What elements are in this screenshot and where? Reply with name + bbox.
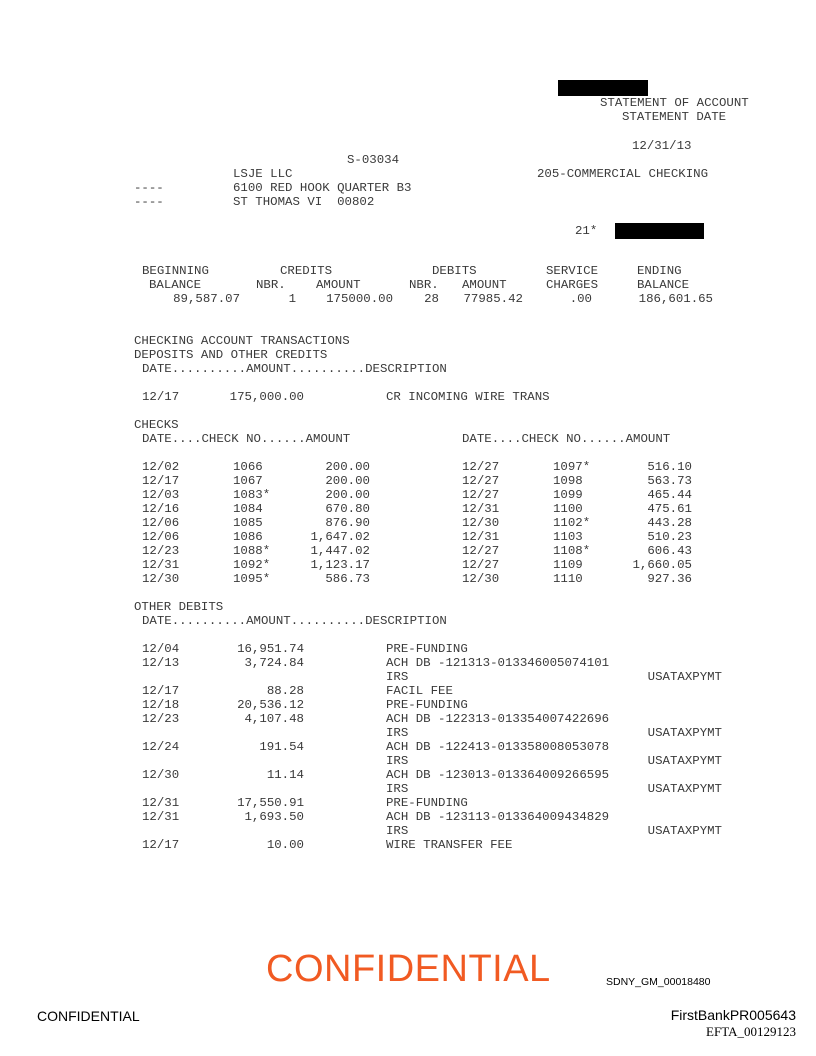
debit-amount: 191.54 — [259, 740, 304, 754]
debit-amount: 17,550.91 — [237, 796, 304, 810]
summary-debits-nbr: 28 — [424, 292, 439, 306]
check-amount: 1,447.02 — [310, 544, 370, 558]
debit-description: ACH DB -121313-013346005074101 — [386, 656, 610, 670]
debit-date: 12/30 — [142, 768, 180, 782]
summary-sub-debits-amount: AMOUNT — [462, 278, 507, 292]
check-amount: 1,660.05 — [632, 558, 692, 572]
check-number: 1088* — [233, 544, 271, 558]
bates-bank: FirstBankPR005643 — [670, 1007, 796, 1023]
account-number-suffix: 21* — [575, 224, 598, 238]
check-amount: 465.44 — [647, 488, 692, 502]
summary-beginning-balance: 89,587.07 — [173, 292, 240, 306]
debit-amount: 4,107.48 — [244, 712, 304, 726]
checks-header-right: DATE....CHECK NO......AMOUNT — [462, 432, 671, 446]
debit-payee: IRS — [386, 726, 409, 740]
check-amount: 200.00 — [325, 474, 370, 488]
debit-payee: IRS — [386, 782, 409, 796]
check-date: 12/17 — [142, 474, 180, 488]
check-date: 12/27 — [462, 558, 500, 572]
check-number: 1103 — [553, 530, 583, 544]
debit-description: FACIL FEE — [386, 684, 453, 698]
check-amount: 475.61 — [647, 502, 692, 516]
confidential-stamp: CONFIDENTIAL — [266, 948, 551, 990]
summary-head-debits: DEBITS — [432, 264, 477, 278]
check-date: 12/16 — [142, 502, 180, 516]
check-number: 1095* — [233, 572, 271, 586]
check-amount: 516.10 — [647, 460, 692, 474]
check-date: 12/27 — [462, 474, 500, 488]
check-amount: 563.73 — [647, 474, 692, 488]
summary-head-credits: CREDITS — [280, 264, 333, 278]
check-number: 1083* — [233, 488, 271, 502]
check-amount: 586.73 — [325, 572, 370, 586]
check-date: 12/27 — [462, 460, 500, 474]
check-number: 1066 — [233, 460, 263, 474]
summary-debits-amount: 77985.42 — [463, 292, 523, 306]
debit-description: WIRE TRANSFER FEE — [386, 838, 513, 852]
debit-note: USATAXPYMT — [647, 670, 722, 684]
checks-header-left: DATE....CHECK NO......AMOUNT — [142, 432, 351, 446]
check-number: 1067 — [233, 474, 263, 488]
debit-description: PRE-FUNDING — [386, 642, 468, 656]
summary-service-charges: .00 — [569, 292, 592, 306]
check-number: 1092* — [233, 558, 271, 572]
check-date: 12/30 — [462, 516, 500, 530]
debit-description: ACH DB -122313-013354007422696 — [386, 712, 610, 726]
deposits-header: DATE..........AMOUNT..........DESCRIPTION — [142, 362, 447, 376]
customer-address-line1: 6100 RED HOOK QUARTER B3 — [233, 181, 412, 195]
summary-sub-debits-nbr: NBR. — [409, 278, 439, 292]
debit-date: 12/13 — [142, 656, 180, 670]
debit-amount: 1,693.50 — [244, 810, 304, 824]
confidential-footer: CONFIDENTIAL — [37, 1008, 140, 1024]
debit-date: 12/31 — [142, 810, 180, 824]
other-debits-header: DATE..........AMOUNT..........DESCRIPTION — [142, 614, 447, 628]
check-amount: 1,123.17 — [310, 558, 370, 572]
check-amount: 670.80 — [325, 502, 370, 516]
debit-date: 12/17 — [142, 838, 180, 852]
debit-date: 12/18 — [142, 698, 180, 712]
debit-date: 12/17 — [142, 684, 180, 698]
summary-sub-charges: CHARGES — [546, 278, 599, 292]
summary-credits-amount: 175000.00 — [326, 292, 393, 306]
check-date: 12/30 — [462, 572, 500, 586]
check-amount: 927.36 — [647, 572, 692, 586]
summary-head-ending: ENDING — [637, 264, 682, 278]
debit-note: USATAXPYMT — [647, 782, 722, 796]
debit-payee: IRS — [386, 824, 409, 838]
check-date: 12/06 — [142, 516, 180, 530]
deposit-date: 12/17 — [142, 390, 180, 404]
check-date: 12/31 — [142, 558, 180, 572]
debit-date: 12/23 — [142, 712, 180, 726]
statement-date-label: STATEMENT DATE — [622, 110, 727, 124]
customer-address-line2: ST THOMAS VI 00802 — [233, 195, 375, 209]
debit-amount: 11.14 — [266, 768, 304, 782]
check-number: 1108* — [553, 544, 591, 558]
check-amount: 876.90 — [325, 516, 370, 530]
dash-marker-1: ---- — [134, 181, 164, 195]
check-date: 12/31 — [462, 502, 500, 516]
customer-name: LSJE LLC — [233, 167, 293, 181]
debit-note: USATAXPYMT — [647, 726, 722, 740]
redaction-bar-top — [558, 80, 648, 96]
check-number: 1086 — [233, 530, 263, 544]
dash-marker-2: ---- — [134, 195, 164, 209]
check-number: 1098 — [553, 474, 583, 488]
redaction-bar-account — [615, 223, 704, 239]
other-debits-title: OTHER DEBITS — [134, 600, 224, 614]
debit-description: ACH DB -122413-013358008053078 — [386, 740, 610, 754]
summary-sub-balance: BALANCE — [149, 278, 202, 292]
debit-description: PRE-FUNDING — [386, 796, 468, 810]
check-date: 12/23 — [142, 544, 180, 558]
debit-date: 12/24 — [142, 740, 180, 754]
summary-head-beginning: BEGINNING — [142, 264, 209, 278]
bates-efta: EFTA_00129123 — [706, 1024, 796, 1039]
deposit-amount: 175,000.00 — [229, 390, 304, 404]
check-number: 1100 — [553, 502, 583, 516]
bates-sdny: SDNY_GM_00018480 — [606, 976, 711, 988]
checks-title: CHECKS — [134, 418, 179, 432]
check-date: 12/06 — [142, 530, 180, 544]
debit-note: USATAXPYMT — [647, 824, 722, 838]
debit-amount: 16,951.74 — [237, 642, 304, 656]
summary-ending-balance: 186,601.65 — [638, 292, 713, 306]
check-amount: 443.28 — [647, 516, 692, 530]
debit-payee: IRS — [386, 670, 409, 684]
transactions-title: CHECKING ACCOUNT TRANSACTIONS — [134, 334, 350, 348]
check-date: 12/27 — [462, 544, 500, 558]
debit-description: PRE-FUNDING — [386, 698, 468, 712]
debit-amount: 88.28 — [266, 684, 304, 698]
statement-code: S-03034 — [347, 153, 400, 167]
summary-sub-ending-balance: BALANCE — [637, 278, 690, 292]
check-amount: 200.00 — [325, 460, 370, 474]
statement-date: 12/31/13 — [632, 139, 692, 153]
check-number: 1102* — [553, 516, 591, 530]
debit-payee: IRS — [386, 754, 409, 768]
check-amount: 1,647.02 — [310, 530, 370, 544]
check-number: 1109 — [553, 558, 583, 572]
debit-description: ACH DB -123113-013364009434829 — [386, 810, 610, 824]
deposits-title: DEPOSITS AND OTHER CREDITS — [134, 348, 328, 362]
summary-sub-credits-amount: AMOUNT — [316, 278, 361, 292]
debit-description: ACH DB -123013-013364009266595 — [386, 768, 610, 782]
check-amount: 510.23 — [647, 530, 692, 544]
check-date: 12/02 — [142, 460, 180, 474]
check-amount: 200.00 — [325, 488, 370, 502]
check-number: 1084 — [233, 502, 263, 516]
summary-credits-nbr: 1 — [288, 292, 296, 306]
account-type: 205-COMMERCIAL CHECKING — [537, 167, 709, 181]
check-number: 1097* — [553, 460, 591, 474]
check-number: 1110 — [553, 572, 583, 586]
debit-note: USATAXPYMT — [647, 754, 722, 768]
debit-amount: 10.00 — [266, 838, 304, 852]
check-number: 1085 — [233, 516, 263, 530]
debit-amount: 3,724.84 — [244, 656, 304, 670]
debit-date: 12/31 — [142, 796, 180, 810]
summary-sub-credits-nbr: NBR. — [256, 278, 286, 292]
check-amount: 606.43 — [647, 544, 692, 558]
check-date: 12/03 — [142, 488, 180, 502]
debit-amount: 20,536.12 — [237, 698, 304, 712]
debit-date: 12/04 — [142, 642, 180, 656]
check-number: 1099 — [553, 488, 583, 502]
deposit-description: CR INCOMING WIRE TRANS — [386, 390, 550, 404]
summary-head-service: SERVICE — [546, 264, 599, 278]
check-date: 12/30 — [142, 572, 180, 586]
check-date: 12/27 — [462, 488, 500, 502]
statement-title: STATEMENT OF ACCOUNT — [600, 96, 749, 110]
check-date: 12/31 — [462, 530, 500, 544]
